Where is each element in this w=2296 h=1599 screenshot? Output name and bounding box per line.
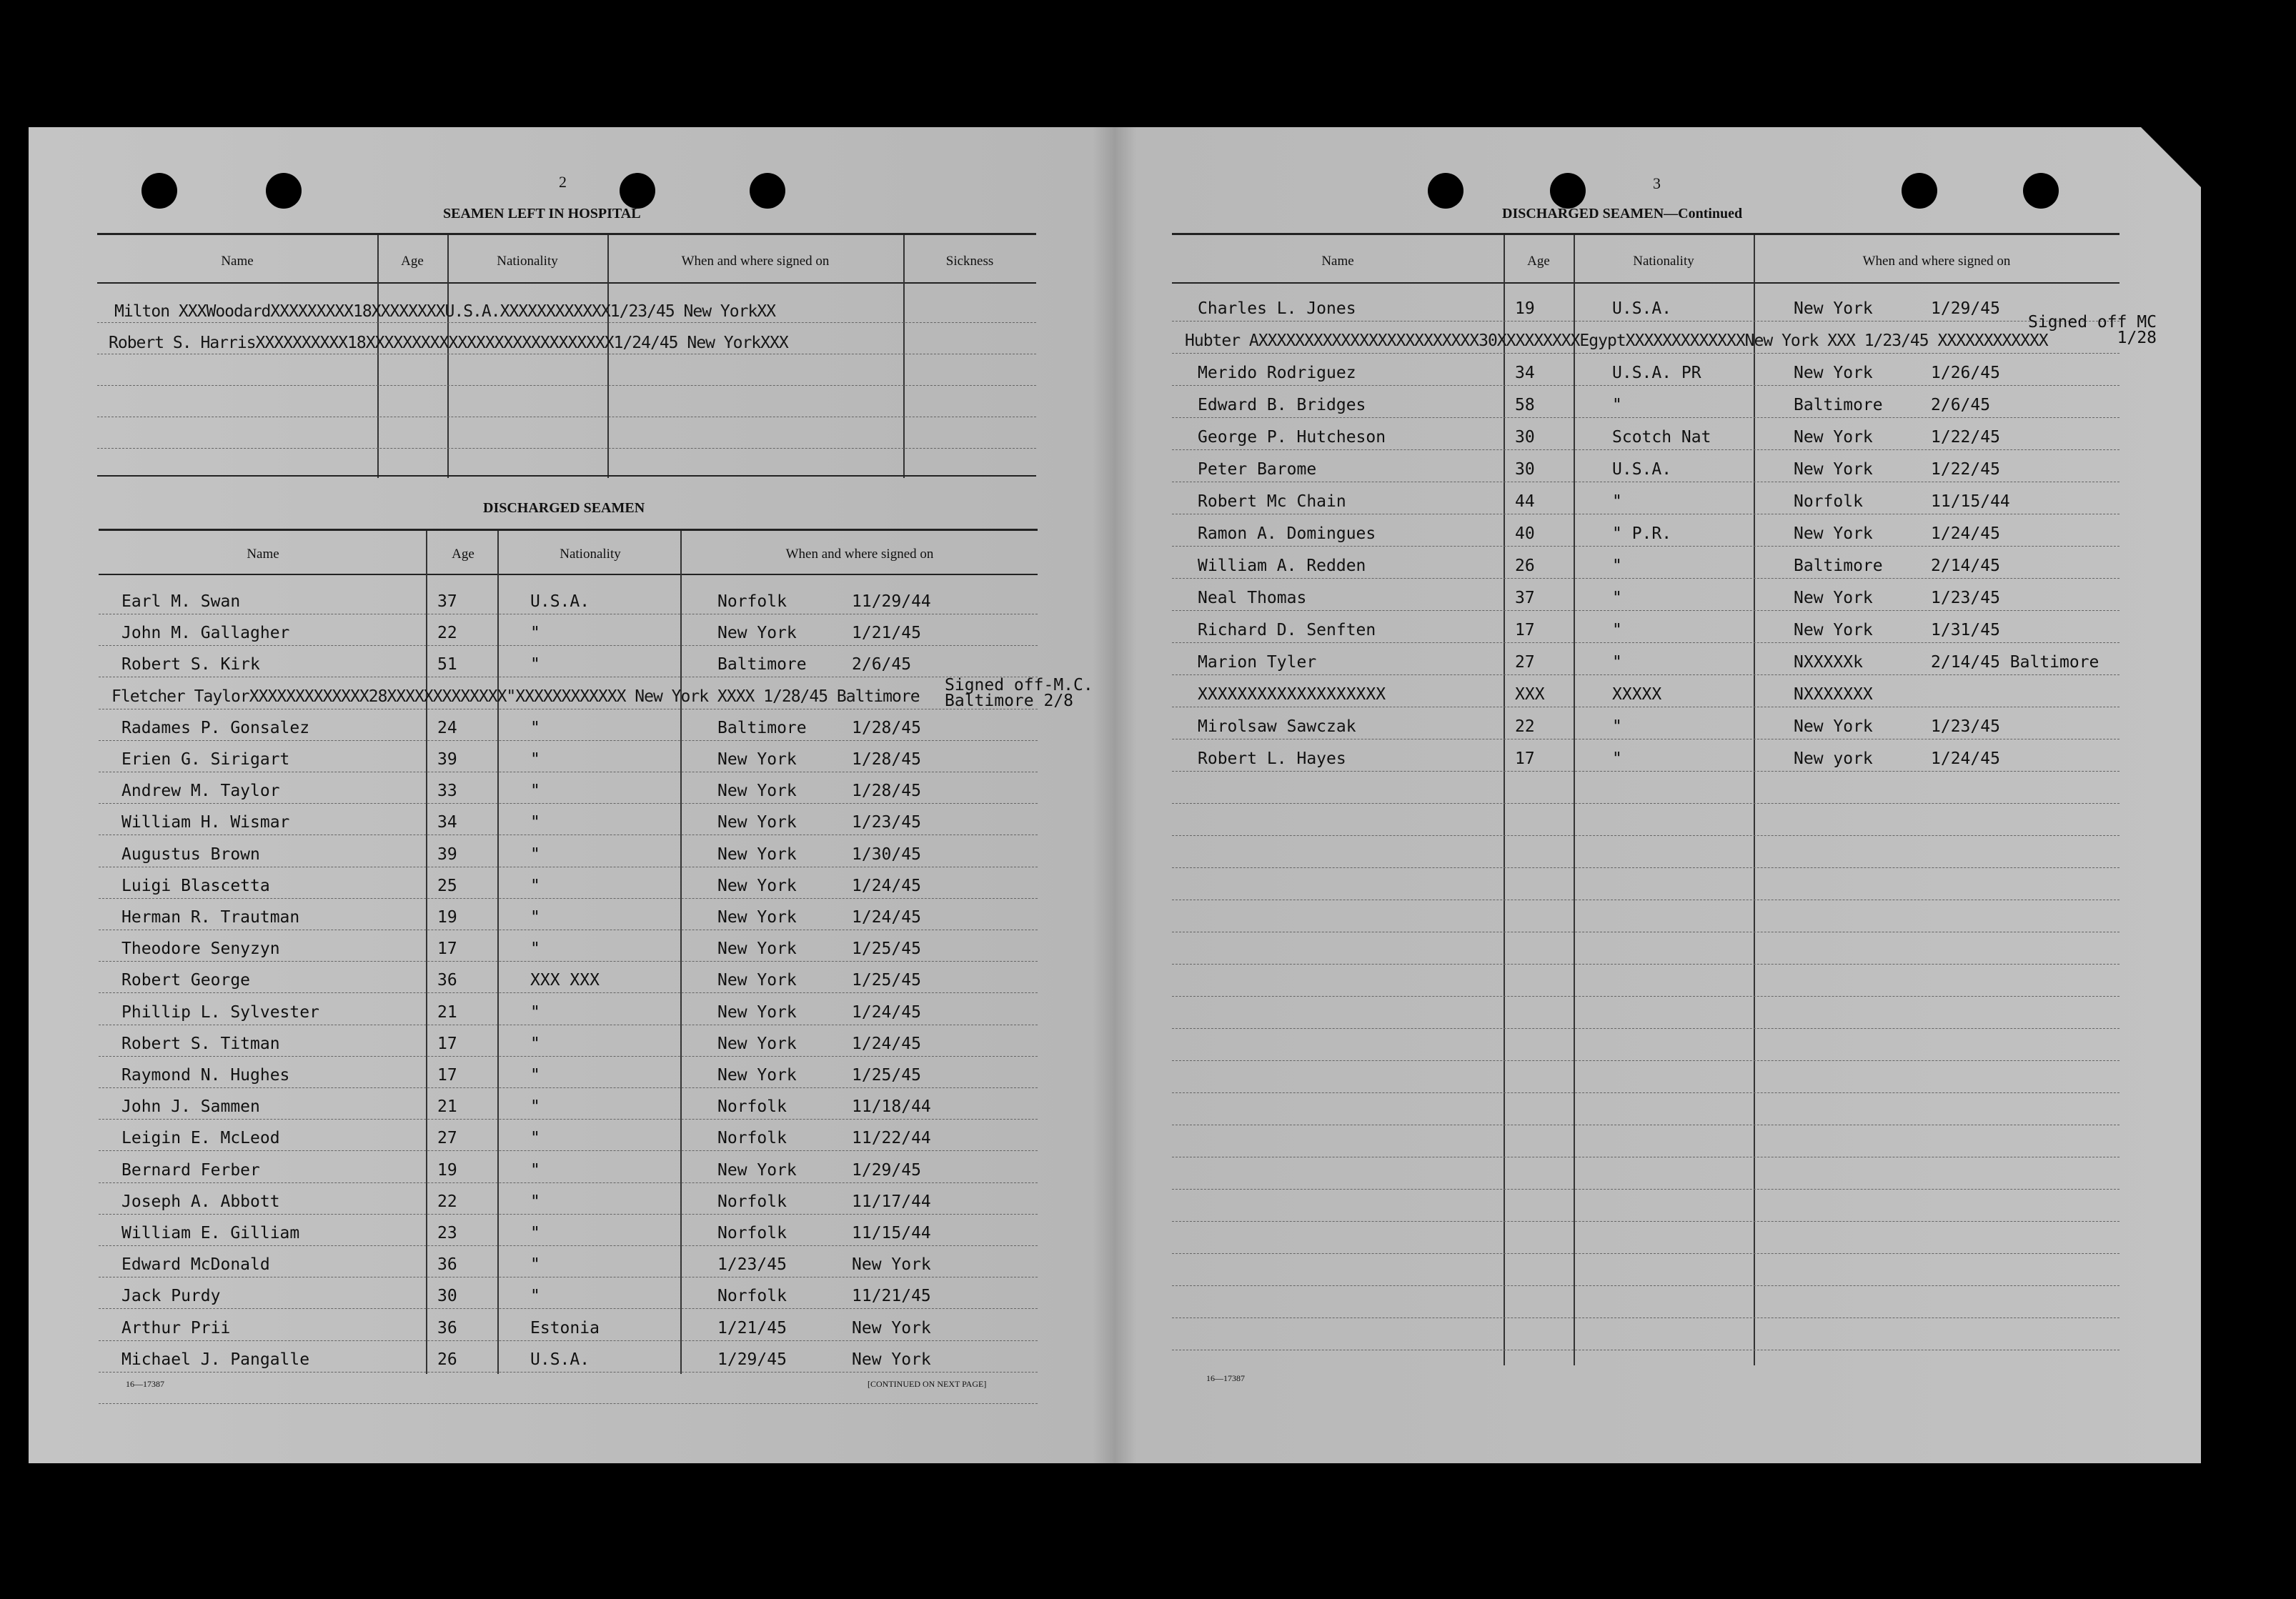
signed-on-date: 1/21/45 <box>852 624 921 643</box>
seaman-nationality: " <box>530 908 540 927</box>
seaman-age: 39 <box>437 750 457 769</box>
seaman-nationality: Scotch Nat <box>1612 428 1711 447</box>
seaman-nationality: " <box>530 1002 540 1022</box>
discharged-continued-title: DISCHARGED SEAMEN—Continued <box>1502 206 1743 221</box>
col-header-signed-on: When and where signed on <box>785 547 934 562</box>
punch-hole <box>2023 173 2059 209</box>
seaman-nationality: " <box>530 1255 540 1275</box>
discharged-title: DISCHARGED SEAMEN <box>483 500 645 516</box>
seaman-name: William A. Redden <box>1198 557 1366 575</box>
signed-on-date: 1/26/45 <box>1931 364 2000 382</box>
signed-on-date: 1/24/45 <box>1931 749 2000 768</box>
signed-on-date: 1/25/45 <box>852 1066 921 1085</box>
seaman-age: 25 <box>437 876 457 895</box>
signed-on-place: Baltimore <box>1794 396 1883 414</box>
seaman-name: Andrew M. Taylor <box>121 782 280 801</box>
signed-on-date: 2/6/45 <box>852 655 912 674</box>
seaman-age: 23 <box>437 1224 457 1242</box>
form-number: 16—17387 <box>1206 1373 1245 1383</box>
signed-on-place: Norfolk <box>717 1224 787 1242</box>
seaman-age: 19 <box>437 1160 457 1180</box>
seaman-age: 22 <box>437 1192 457 1211</box>
seaman-name: Merido Rodriguez <box>1198 364 1356 382</box>
signed-on-place: Baltimore <box>1794 557 1883 575</box>
signed-on-date: 11/18/44 <box>852 1097 931 1117</box>
seaman-name: Bernard Ferber <box>121 1160 260 1180</box>
seaman-nationality: " <box>530 624 540 643</box>
seaman-name: Jack Purdy <box>121 1287 221 1306</box>
seaman-name: Robert L. Hayes <box>1198 749 1346 768</box>
seaman-age: 30 <box>437 1287 457 1306</box>
signed-on-place: Norfolk <box>1794 492 1863 511</box>
signed-on-place: New York <box>717 971 797 990</box>
punch-hole <box>620 173 655 209</box>
seaman-age: 26 <box>1515 557 1535 575</box>
seaman-name: Phillip L. Sylvester <box>121 1002 319 1022</box>
seaman-age: 58 <box>1515 396 1535 414</box>
seaman-age: 27 <box>437 1129 457 1148</box>
discharged-table <box>99 529 1038 1374</box>
seaman-name: William H. Wismar <box>121 813 290 832</box>
seaman-nationality: " <box>1612 621 1622 639</box>
col-header-sickness: Sickness <box>945 254 994 269</box>
seaman-age: 21 <box>437 1002 457 1022</box>
signed-on-place: NXXXXXk <box>1794 653 1863 672</box>
seaman-nationality: " <box>1612 492 1622 511</box>
punch-hole <box>1550 173 1586 209</box>
seaman-name: Robert S. Kirk <box>121 655 260 674</box>
seaman-name: Robert Mc Chain <box>1198 492 1346 511</box>
seaman-nationality: " <box>530 718 540 737</box>
signed-on-place: New York <box>1794 364 1873 382</box>
seaman-nationality: " <box>530 1287 540 1306</box>
seaman-nationality: " <box>1612 717 1622 736</box>
page-number: 2 <box>559 173 567 191</box>
struck-entry: Fletcher TaylorXXXXXXXXXXXXX28XXXXXXXXXXXXX"XXXXXXXXXXXX New York XXXX 1/28/45 Baltimore <box>111 687 920 706</box>
seaman-name: Augustus Brown <box>121 845 260 864</box>
signed-on-place: New York <box>1794 428 1873 447</box>
signed-on-place: Norfolk <box>717 1287 787 1306</box>
signed-on-place: New York <box>717 813 797 832</box>
signed-on-date: 1/24/45 <box>852 876 921 895</box>
seaman-name: Theodore Senyzyn <box>121 940 280 959</box>
seaman-age: 44 <box>1515 492 1535 511</box>
form-number: 16—17387 <box>126 1379 164 1389</box>
col-header-name: Name <box>221 254 254 269</box>
signed-on-date: 1/25/45 <box>852 971 921 990</box>
col-header-age: Age <box>452 547 474 562</box>
signed-off-note <box>2028 314 2157 346</box>
seaman-name: Radames P. Gonsalez <box>121 718 310 737</box>
seaman-age: 36 <box>437 1318 457 1338</box>
signed-on-date: 11/22/44 <box>852 1129 931 1148</box>
col-header-nationality: Nationality <box>560 547 621 562</box>
signed-on-date: 1/24/45 <box>1931 524 2000 543</box>
signed-on-place: New York <box>1794 460 1873 479</box>
hospital-row-struck: Milton XXXWoodardXXXXXXXXX18XXXXXXXXU.S.A.XXXXXXXXXXXX1/23/45 New YorkXX <box>114 302 775 321</box>
seaman-nationality: " <box>1612 749 1622 768</box>
seaman-age: 30 <box>1515 428 1535 447</box>
signed-on-place: New York <box>717 1160 797 1180</box>
seaman-name: Edward B. Bridges <box>1198 396 1366 414</box>
seaman-nationality: " <box>1612 396 1622 414</box>
signed-on-date: 1/22/45 <box>1931 460 2000 479</box>
signed-on-date: 1/23/45 <box>1931 589 2000 607</box>
signed-on-place: New York <box>717 908 797 927</box>
signed-on-place: New York <box>717 1066 797 1085</box>
col-header-nationality: Nationality <box>1633 254 1694 269</box>
col-header-nationality: Nationality <box>497 254 558 269</box>
signed-on-date: 1/28/45 <box>852 750 921 769</box>
hospital-table <box>97 233 1036 478</box>
signed-on-place: Baltimore <box>717 718 807 737</box>
signed-on-place: New York <box>717 782 797 801</box>
seaman-age: 22 <box>437 624 457 643</box>
col-header-age: Age <box>401 254 424 269</box>
hospital-title: SEAMEN LEFT IN HOSPITAL <box>443 206 641 221</box>
signed-on-date: 1/23/45 <box>852 813 921 832</box>
seaman-name: William E. Gilliam <box>121 1224 300 1242</box>
seaman-age: 27 <box>1515 653 1535 672</box>
signed-on-place: New York <box>1794 299 1873 318</box>
punch-hole <box>141 173 177 209</box>
seaman-age: 17 <box>437 1066 457 1085</box>
seaman-name: Robert S. Titman <box>121 1034 280 1053</box>
seaman-age: 17 <box>437 940 457 959</box>
note-line: Baltimore 2/8 <box>945 692 1074 710</box>
signed-on-place: New York <box>1794 717 1873 736</box>
signed-on-date: 11/21/45 <box>852 1287 931 1306</box>
seaman-name: Arthur Prii <box>121 1318 231 1338</box>
seaman-name: John J. Sammen <box>121 1097 260 1117</box>
col-header-name: Name <box>1321 254 1354 269</box>
signed-on-date: 1/23/45 <box>1931 717 2000 736</box>
note-line: 1/28 <box>2117 329 2157 347</box>
seaman-name: George P. Hutcheson <box>1198 428 1386 447</box>
signed-on-place: New york <box>1794 749 1873 768</box>
seaman-name: Leigin E. McLeod <box>121 1129 280 1148</box>
seaman-nationality: XXX XXX <box>530 971 600 990</box>
signed-on-place: 1/23/45 <box>717 1255 787 1275</box>
signed-on-place: New York <box>1794 524 1873 543</box>
seaman-name: Neal Thomas <box>1198 589 1307 607</box>
torn-corner <box>2141 127 2201 187</box>
col-header-signed-on: When and where signed on <box>681 254 830 269</box>
seaman-name: Peter Barome <box>1198 460 1317 479</box>
signed-on-place: New York <box>717 624 797 643</box>
seaman-name: Ramon A. Domingues <box>1198 524 1376 543</box>
seaman-nationality: " <box>530 813 540 832</box>
seaman-name: Charles L. Jones <box>1198 299 1356 318</box>
signed-on-place: 1/29/45 <box>717 1350 787 1369</box>
seaman-name: Earl M. Swan <box>121 592 241 611</box>
seaman-age: 39 <box>437 845 457 864</box>
seaman-age: 17 <box>1515 621 1535 639</box>
signed-on-place: New York <box>717 1002 797 1022</box>
punch-hole <box>1428 173 1463 209</box>
col-header-age: Age <box>1527 254 1550 269</box>
seaman-nationality: " <box>530 750 540 769</box>
seaman-nationality: " P.R. <box>1612 524 1672 543</box>
seaman-age: 36 <box>437 1255 457 1275</box>
signed-on-place: Norfolk <box>717 1129 787 1148</box>
seaman-age: 21 <box>437 1097 457 1117</box>
seaman-nationality: " <box>530 1066 540 1085</box>
signed-on-place: 1/21/45 <box>717 1318 787 1338</box>
punch-hole <box>750 173 785 209</box>
seaman-nationality: " <box>530 655 540 674</box>
seaman-name: Michael J. Pangalle <box>121 1350 310 1369</box>
signed-on-date: 1/25/45 <box>852 940 921 959</box>
seaman-nationality: " <box>530 782 540 801</box>
discharged-continued-table <box>1172 233 2119 1365</box>
continued-note: [CONTINUED ON NEXT PAGE] <box>868 1379 987 1389</box>
signed-on-date: New York <box>852 1318 931 1338</box>
signed-on-date: 2/6/45 <box>1931 396 1991 414</box>
seaman-nationality: U.S.A. PR <box>1612 364 1701 382</box>
signed-on-place: Norfolk <box>717 592 787 611</box>
signed-on-place: New York <box>717 940 797 959</box>
seaman-age: 34 <box>437 813 457 832</box>
seaman-age: 37 <box>1515 589 1535 607</box>
signed-on-place: New York <box>717 876 797 895</box>
struck-entry: Hubter AXXXXXXXXXXXXXXXXXXXXXXXX30XXXXXXXXXEgyptXXXXXXXXXXXXXNew York XXX 1/23/45 XXXXXXXXXXXX <box>1185 332 2048 350</box>
signed-on-place: Norfolk <box>717 1097 787 1117</box>
seaman-age: 17 <box>1515 749 1535 768</box>
signed-on-date: 1/29/45 <box>1931 299 2000 318</box>
seaman-nationality: " <box>530 1097 540 1117</box>
col-header-name: Name <box>247 547 279 562</box>
signed-on-date: 1/24/45 <box>852 908 921 927</box>
signed-off-note <box>945 677 1093 709</box>
signed-on-place: NXXXXXXX <box>1794 685 1873 704</box>
signed-on-date: 1/28/45 <box>852 782 921 801</box>
seaman-age: 40 <box>1515 524 1535 543</box>
signed-on-date: 1/31/45 <box>1931 621 2000 639</box>
seaman-name: Edward McDonald <box>121 1255 270 1275</box>
seaman-nationality: " <box>530 876 540 895</box>
seaman-name: Joseph A. Abbott <box>121 1192 280 1211</box>
seaman-nationality: " <box>530 1129 540 1148</box>
seaman-age: 30 <box>1515 460 1535 479</box>
seaman-nationality: " <box>1612 557 1622 575</box>
signed-on-date: 11/29/44 <box>852 592 931 611</box>
signed-on-date: 2/14/45 <box>1931 557 2000 575</box>
signed-on-date: New York <box>852 1350 931 1369</box>
seaman-age: 24 <box>437 718 457 737</box>
seaman-age: 17 <box>437 1034 457 1053</box>
seaman-age: 34 <box>1515 364 1535 382</box>
signed-on-date: 1/30/45 <box>852 845 921 864</box>
seaman-age: 19 <box>437 908 457 927</box>
seaman-nationality: " <box>530 1034 540 1053</box>
seaman-nationality: " <box>530 1192 540 1211</box>
punch-hole <box>266 173 302 209</box>
seaman-nationality: U.S.A. <box>530 592 590 611</box>
seaman-nationality: U.S.A. <box>1612 460 1672 479</box>
seaman-name: Herman R. Trautman <box>121 908 300 927</box>
signed-on-date: 11/17/44 <box>852 1192 931 1211</box>
seaman-nationality: " <box>530 845 540 864</box>
seaman-name: Mirolsaw Sawczak <box>1198 717 1356 736</box>
seaman-age: 36 <box>437 971 457 990</box>
seaman-name: Erien G. Sirigart <box>121 750 290 769</box>
seaman-age: 19 <box>1515 299 1535 318</box>
signed-on-place: Baltimore <box>717 655 807 674</box>
seaman-nationality: " <box>530 940 540 959</box>
seaman-age: 51 <box>437 655 457 674</box>
seaman-name: XXXXXXXXXXXXXXXXXXX <box>1198 685 1386 704</box>
signed-on-date: 1/28/45 <box>852 718 921 737</box>
seaman-nationality: " <box>1612 653 1622 672</box>
signed-on-place: New York <box>717 1034 797 1053</box>
signed-on-place: New York <box>1794 589 1873 607</box>
signed-on-date: 2/14/45 Baltimore <box>1931 653 2099 672</box>
signed-on-date: New York <box>852 1255 931 1275</box>
signed-on-place: New York <box>717 845 797 864</box>
signed-on-place: New York <box>1794 621 1873 639</box>
seaman-nationality: Estonia <box>530 1318 600 1338</box>
seaman-age: 26 <box>437 1350 457 1369</box>
seaman-age: 37 <box>437 592 457 611</box>
signed-on-date: 1/24/45 <box>852 1002 921 1022</box>
seaman-age: 22 <box>1515 717 1535 736</box>
seaman-nationality: " <box>530 1160 540 1180</box>
seaman-name: Luigi Blascetta <box>121 876 270 895</box>
seaman-name: Richard D. Senften <box>1198 621 1376 639</box>
seaman-nationality: U.S.A. <box>530 1350 590 1369</box>
note-line: Signed off MC <box>2028 313 2157 332</box>
signed-on-place: New York <box>717 750 797 769</box>
signed-on-date: 11/15/44 <box>1931 492 2010 511</box>
seaman-nationality: U.S.A. <box>1612 299 1672 318</box>
signed-on-date: 1/29/45 <box>852 1160 921 1180</box>
punch-hole <box>1902 173 1937 209</box>
note-line: Signed off-M.C. <box>945 676 1093 694</box>
col-header-signed-on: When and where signed on <box>1862 254 2011 269</box>
seaman-age: 33 <box>437 782 457 801</box>
seaman-nationality: " <box>1612 589 1622 607</box>
signed-on-date: 11/15/44 <box>852 1224 931 1242</box>
signed-on-place: Norfolk <box>717 1192 787 1211</box>
seaman-name: Raymond N. Hughes <box>121 1066 290 1085</box>
signed-on-date: 1/24/45 <box>852 1034 921 1053</box>
page-number: 3 <box>1653 174 1661 192</box>
seaman-age: XXX <box>1515 685 1545 704</box>
signed-on-date: 1/22/45 <box>1931 428 2000 447</box>
seaman-name: Robert George <box>121 971 251 990</box>
seaman-name: Marion Tyler <box>1198 653 1317 672</box>
seaman-nationality: XXXXX <box>1612 685 1662 704</box>
seaman-nationality: " <box>530 1224 540 1242</box>
seaman-name: John M. Gallagher <box>121 624 290 643</box>
hospital-row-struck: Robert S. HarrisXXXXXXXXXX18XXXXXXXXXXXXXXXXXXXXXXXXXXX1/24/45 New YorkXXX <box>109 334 788 352</box>
